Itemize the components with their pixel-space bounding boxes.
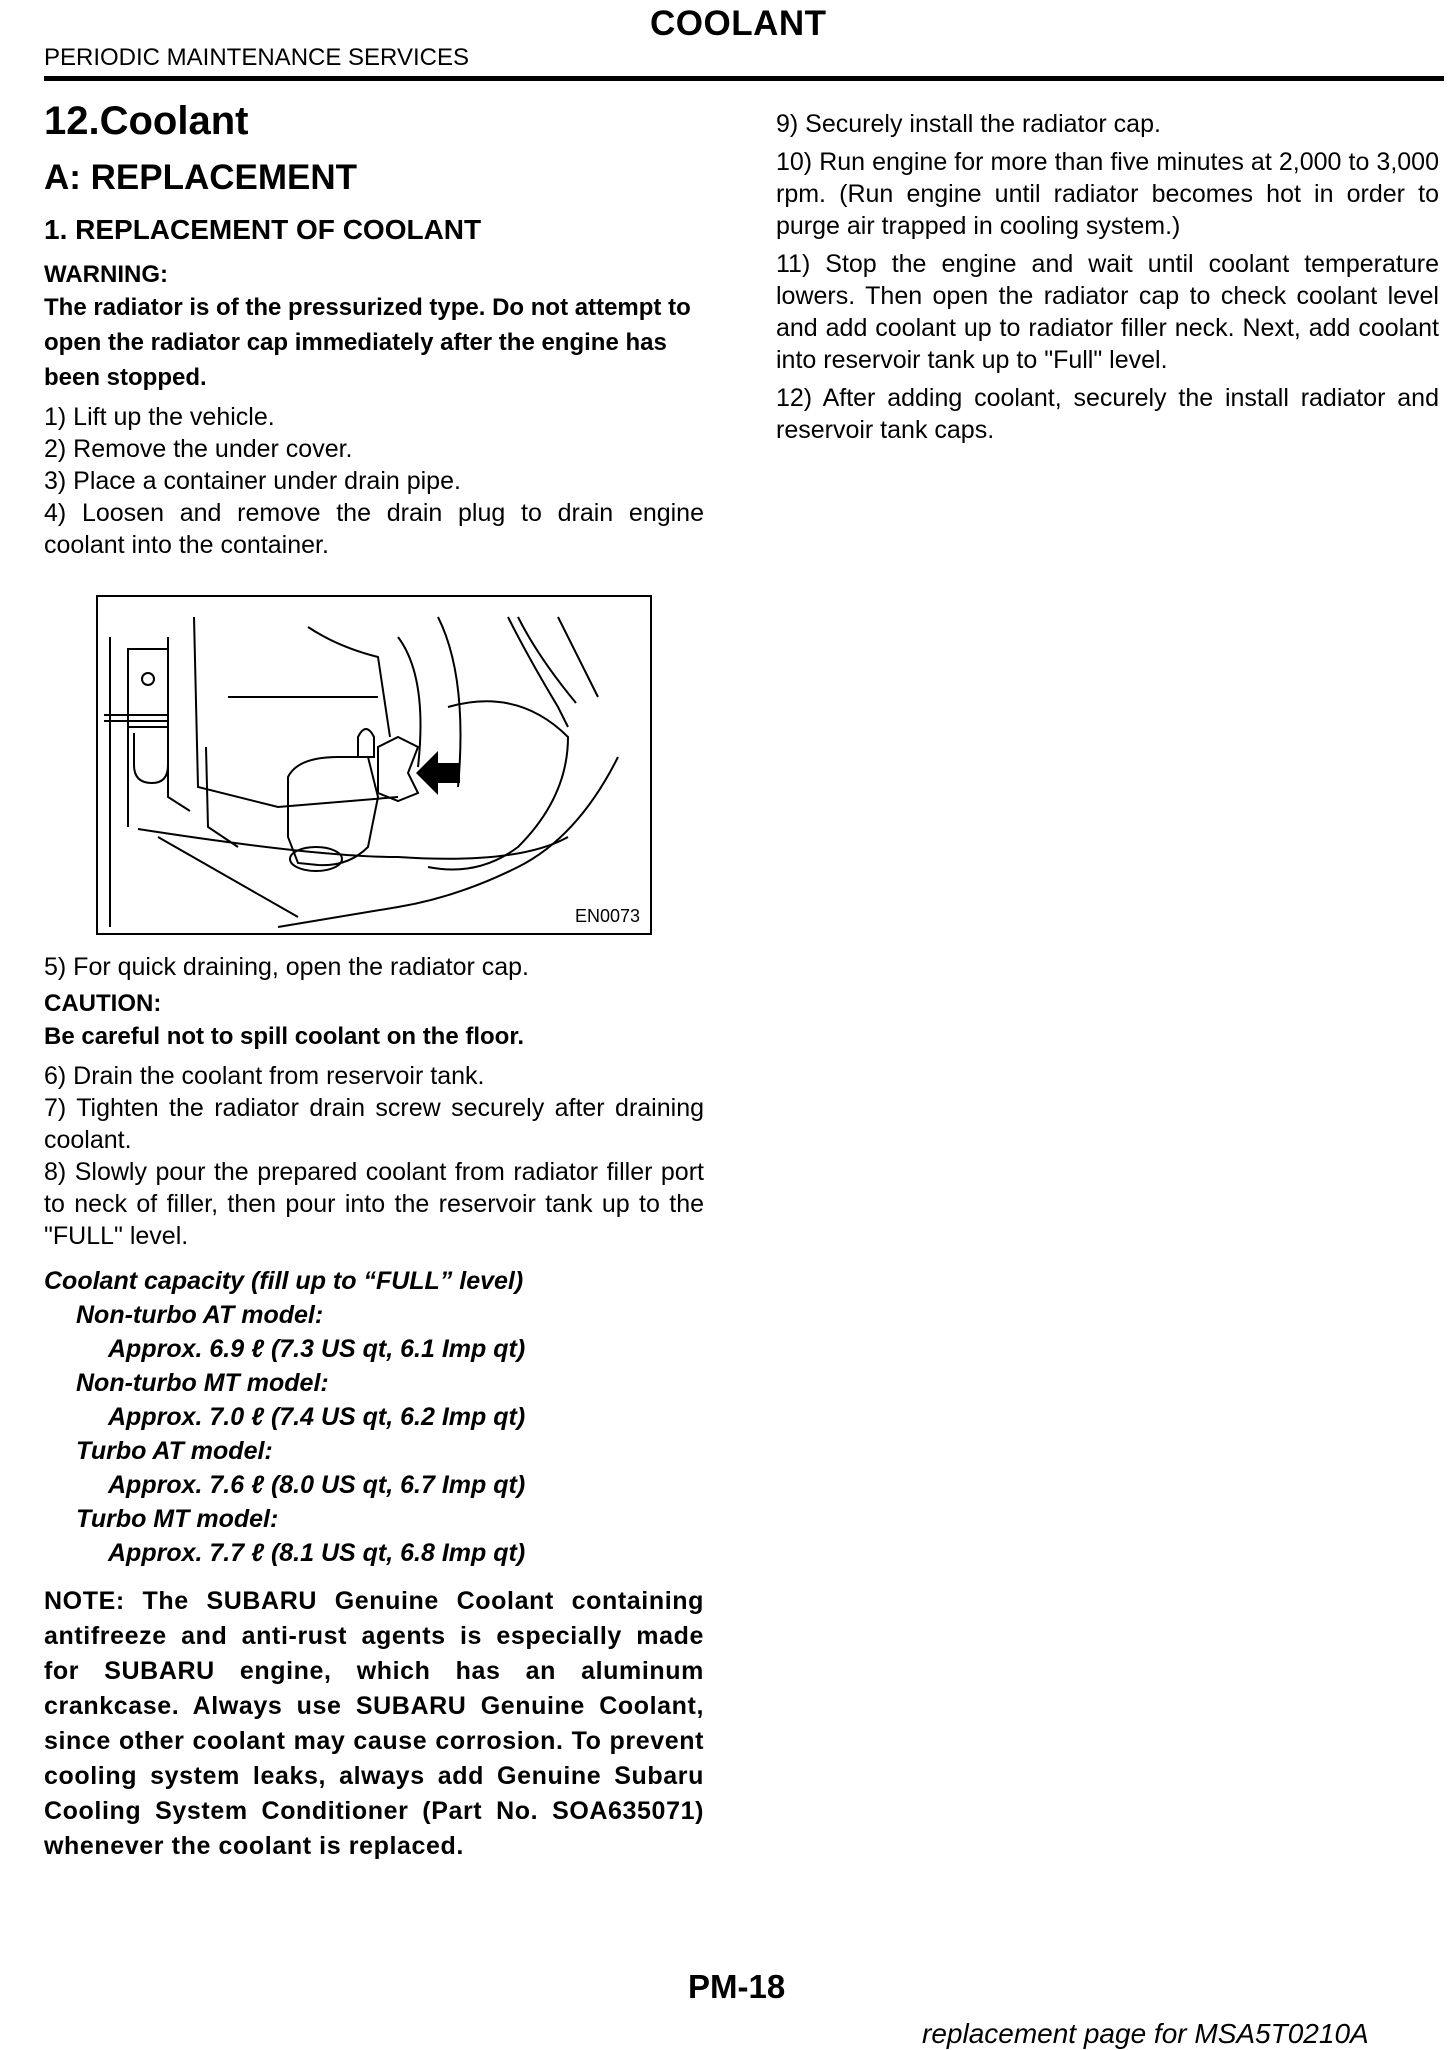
caution-text: Be careful not to spill coolant on the floor. — [44, 1023, 525, 1050]
step-12: 12) After adding coolant, securely the install radiator and reservoir tank caps. — [776, 384, 1439, 444]
capacity-title: Coolant capacity (fill up to “FULL” level) — [44, 1267, 524, 1295]
capacity-model: Turbo AT model: — [76, 1437, 273, 1465]
capacity-model: Turbo MT model: — [76, 1505, 279, 1533]
right-column — [776, 108, 1439, 446]
note-paragraph: NOTE: The SUBARU Genuine Coolant containing antifreeze and anti-rust agents is especially made for SUBARU engine, which has an aluminum crankcase. Always use SUBARU Genuine Coolant, since other coolant may cause corrosion. To prevent cooling system leaks, always add Genuine Subaru Cooling System Conditioner (Part No. SOA635071) whenever the coolant is replaced. — [44, 1587, 704, 1860]
header-rule — [44, 76, 1444, 81]
section-label: PERIODIC MAINTENANCE SERVICES — [44, 44, 469, 71]
drain-plug-figure — [96, 595, 652, 935]
caution-label: CAUTION: — [44, 990, 162, 1017]
step-3: 3) Place a container under drain pipe. — [44, 467, 461, 495]
subsection-heading: 1. REPLACEMENT OF COOLANT — [44, 214, 482, 245]
capacity-model: Non-turbo MT model: — [76, 1369, 329, 1397]
step-10: 10) Run engine for more than five minutes at 2,000 to 3,000 rpm. (Run engine until radiator becomes hot in order to purge air trapped in cooling system.) — [776, 148, 1439, 240]
capacity-value: Approx. 6.9 ℓ (7.3 US qt, 6.1 Imp qt) — [108, 1335, 526, 1363]
figure-code: EN0073 — [574, 906, 640, 926]
step-5: 5) For quick draining, open the radiator cap. — [44, 953, 529, 981]
step-1: 1) Lift up the vehicle. — [44, 403, 275, 431]
section-heading: A: REPLACEMENT — [44, 158, 358, 197]
page-number: PM-18 — [688, 1968, 786, 2005]
page-header-title: COOLANT — [650, 4, 827, 43]
engine-drain-illustration — [98, 597, 650, 933]
left-column — [44, 96, 704, 1864]
step-2: 2) Remove the under cover. — [44, 435, 353, 463]
step-11: 11) Stop the engine and wait until coolant temperature lowers. Then open the radiator cap to check coolant level and add coolant up to radiator filler neck. Next, add coolant into reservoir tank up to "Full" level. — [776, 250, 1439, 374]
step-7: 7) Tighten the radiator drain screw securely after draining coolant. — [44, 1094, 704, 1154]
replacement-note: replacement page for MSA5T0210A — [922, 2018, 1369, 2049]
capacity-value: Approx. 7.0 ℓ (7.4 US qt, 6.2 Imp qt) — [108, 1403, 526, 1431]
warning-label: WARNING: — [44, 261, 168, 288]
chapter-heading: 12.Coolant — [44, 99, 249, 143]
step-9: 9) Securely install the radiator cap. — [776, 110, 1161, 138]
step-8: 8) Slowly pour the prepared coolant from radiator filler port to neck of filler, then pour into the reservoir tank up to the "FULL" level. — [44, 1158, 704, 1250]
warning-text: The radiator is of the pressurized type. Do not attempt to open the radiator cap immediately after the engine has been stopped. — [44, 294, 691, 391]
step-4: 4) Loosen and remove the drain plug to drain engine coolant into the container. — [44, 499, 704, 559]
step-6: 6) Drain the coolant from reservoir tank. — [44, 1062, 485, 1090]
capacity-value: Approx. 7.7 ℓ (8.1 US qt, 6.8 Imp qt) — [108, 1539, 526, 1567]
capacity-value: Approx. 7.6 ℓ (8.0 US qt, 6.7 Imp qt) — [108, 1471, 526, 1499]
capacity-model: Non-turbo AT model: — [76, 1301, 324, 1329]
